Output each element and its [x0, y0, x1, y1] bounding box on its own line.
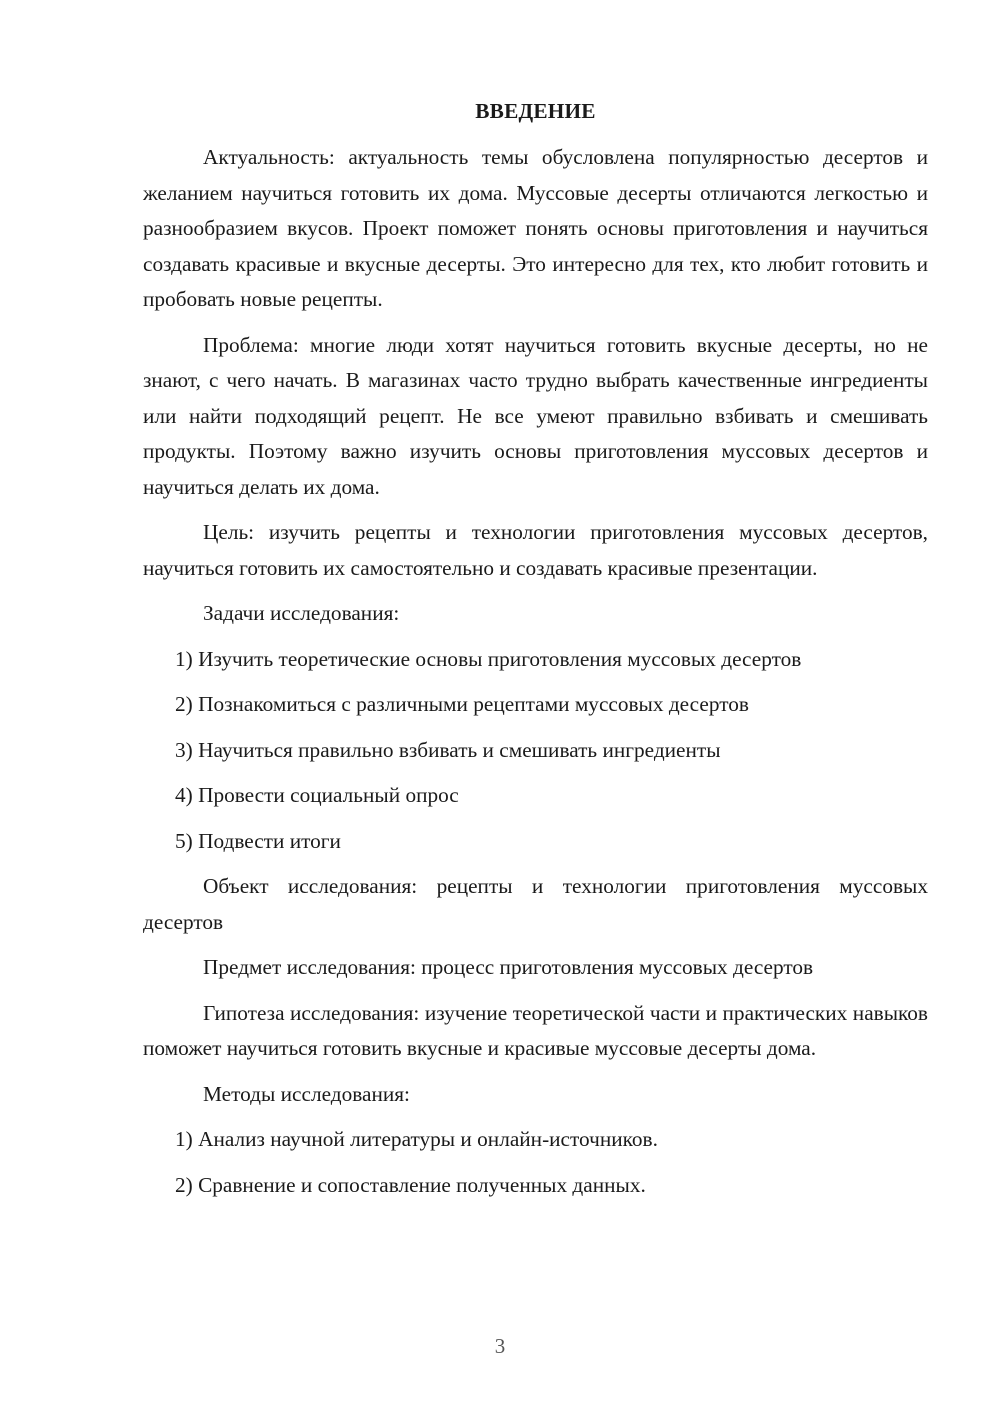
relevance-paragraph: Актуальность: актуальность темы обусловлена популярностью десертов и желанием научиться готовить их дома. Муссовые десерты отличаются легкостью и разнообразием вкусов. Проект поможет понять основы приготовления и научиться создавать красивые и вкусные десерты. Это интересно для тех, кто любит готовить и пробовать новые рецепты.	[143, 145, 928, 311]
list-item: 5) Подвести итоги	[175, 828, 341, 853]
tasks-heading: Задачи исследования:	[203, 601, 400, 625]
object-paragraph: Объект исследования: рецепты и технологии приготовления муссовых десертов	[143, 874, 928, 934]
page-number: 3	[494, 1334, 506, 1358]
methods-heading: Методы исследования:	[203, 1081, 410, 1106]
list-item: 2) Сравнение и сопоставление полученных данных.	[175, 1172, 646, 1197]
tasks-list	[143, 642, 928, 860]
list-item: 2) Познакомиться с различными рецептами муссовых десертов	[175, 692, 749, 716]
methods-list	[143, 1122, 928, 1203]
list-item: 3) Научиться правильно взбивать и смешивать ингредиенты	[175, 737, 721, 762]
page-title: ВВЕДЕНИЕ	[475, 99, 596, 123]
document-page	[143, 96, 928, 1213]
list-item: 4) Провести социальный опрос	[175, 783, 459, 807]
problem-paragraph: Проблема: многие люди хотят научиться готовить вкусные десерты, но не знают, с чего начать. В магазинах часто трудно выбрать качественные ингредиенты или найти подходящий рецепт. Не все умеют правильно взбивать и смешивать продукты. Поэтому важно изучить основы приготовления муссовых десертов и научиться делать их дома.	[143, 332, 928, 499]
hypothesis-paragraph: Гипотеза исследования: изучение теоретической части и практических навыков поможет научиться готовить вкусные и красивые муссовые десерты дома.	[143, 1000, 928, 1060]
list-item: 1) Анализ научной литературы и онлайн-источников.	[175, 1127, 658, 1151]
goal-paragraph: Цель: изучить рецепты и технологии приготовления муссовых десертов, научиться готовить их самостоятельно и создавать красивые презентации.	[143, 520, 928, 580]
subject-paragraph: Предмет исследования: процесс приготовления муссовых десертов	[203, 955, 814, 979]
list-item: 1) Изучить теоретические основы приготовления муссовых десертов	[175, 646, 802, 671]
